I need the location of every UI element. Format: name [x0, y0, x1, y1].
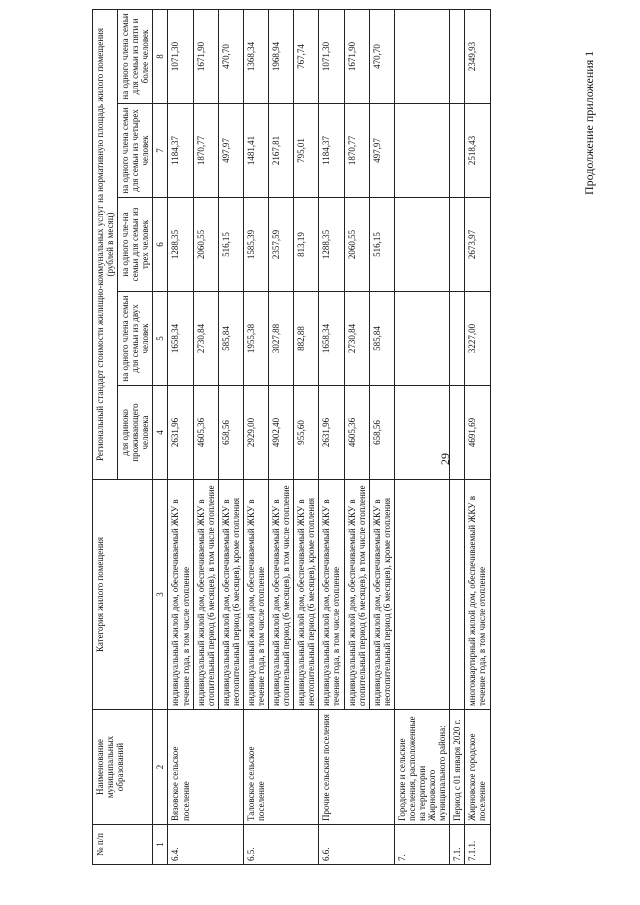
header-sub: на одного чле-на семьи для семьи из трех человек: [118, 198, 153, 292]
value-cell: 1955,38: [243, 292, 268, 386]
category-cell: индивидуальный жилой дом, обеспечиваемый ЖКУ в отопительный период (6 месяцев), в том числе отопление: [269, 480, 294, 710]
value-cell: 2631,96: [319, 386, 344, 480]
table-row: [243, 9, 268, 864]
value-cell: 2518,43: [465, 104, 490, 198]
municipality-name: Таловское сельское поселение: [243, 710, 318, 825]
value-cell: 2060,55: [344, 198, 369, 292]
header-sub: на одного члена семьи для семьи из пяти и более человек: [118, 9, 153, 103]
value-cell: 955,60: [294, 386, 319, 480]
col-number: 3: [153, 480, 168, 710]
row-number: 6.6.: [319, 825, 394, 865]
value-cell: 1870,77: [344, 104, 369, 198]
header-num: № п/п: [93, 825, 153, 865]
row-number: 6.4.: [168, 825, 243, 865]
period-name: Период с 01 января 2020 г.: [450, 710, 465, 825]
value-cell: 1184,37: [319, 104, 344, 198]
category-cell: индивидуальный жилой дом, обеспечиваемый ЖКУ в отопительный период (6 месяцев), в том числе отопление: [344, 480, 369, 710]
page-number: 29: [438, 453, 452, 465]
value-cell: 1288,35: [168, 198, 193, 292]
value-cell: 2357,59: [269, 198, 294, 292]
value-cell: 1071,30: [319, 9, 344, 103]
value-cell: 3027,88: [269, 292, 294, 386]
column-numbering-row: [153, 9, 168, 864]
row-number: 7.: [394, 825, 449, 865]
value-cell: 4691,69: [465, 386, 490, 480]
value-cell: 1585,39: [243, 198, 268, 292]
category-cell: индивидуальный жилой дом, обеспечиваемый ЖКУ в неотопительный период (6 месяцев), кроме отопления: [294, 480, 319, 710]
value-cell: 1288,35: [319, 198, 344, 292]
municipality-name: Вязовское сельское поселение: [168, 710, 243, 825]
col-number: 8: [153, 9, 168, 103]
category-cell: индивидуальный жилой дом, обеспечиваемый ЖКУ в отопительный период (6 месяцев), в том числе отопление: [193, 480, 218, 710]
value-cell: 470,70: [369, 9, 394, 103]
value-cell: 3227,00: [465, 292, 490, 386]
value-cell: 516,15: [218, 198, 243, 292]
value-cell: 813,19: [294, 198, 319, 292]
value-cell: 2167,81: [269, 104, 294, 198]
value-cell: 585,84: [369, 292, 394, 386]
value-cell: 4605,36: [193, 386, 218, 480]
appendix-label: Продолжение приложения 1: [582, 50, 596, 195]
category-cell: многоквартирный жилой дом, обеспечиваемый ЖКУ в течение года, в том числе отопление: [465, 480, 490, 710]
header-name: Наименование муниципальных образований: [93, 710, 153, 825]
header-sub: на одного члена семьи для семьи из двух человек: [118, 292, 153, 386]
value-cell: 1481,41: [243, 104, 268, 198]
row-number: 7.1.: [450, 825, 465, 865]
value-cell: 1368,34: [243, 9, 268, 103]
table-row: [319, 9, 344, 864]
standards-table: [92, 9, 491, 865]
category-cell: индивидуальный жилой дом, обеспечиваемый ЖКУ в неотопительный период (6 месяцев), кроме отопления: [369, 480, 394, 710]
value-cell: 1870,77: [193, 104, 218, 198]
table-row: [168, 9, 193, 864]
value-cell: 658,56: [218, 386, 243, 480]
value-cell: 1671,90: [344, 9, 369, 103]
header-standard: Региональный стандарт стоимости жилищно-коммунальных услуг на нормативную площадь жилого помещения (рублей в месяц): [93, 9, 118, 479]
value-cell: 658,56: [369, 386, 394, 480]
period-row: [450, 9, 465, 864]
category-cell: индивидуальный жилой дом, обеспечиваемый ЖКУ в течение года, в том числе отопление: [168, 480, 193, 710]
value-cell: 882,88: [294, 292, 319, 386]
value-cell: 4902,40: [269, 386, 294, 480]
col-number: 1: [153, 825, 168, 865]
category-cell: индивидуальный жилой дом, обеспечиваемый ЖКУ в течение года, в том числе отопление: [319, 480, 344, 710]
value-cell: 2730,84: [344, 292, 369, 386]
value-cell: 2349,93: [465, 9, 490, 103]
header-sub: для одиноко проживающего человека: [118, 386, 153, 480]
value-cell: 795,01: [294, 104, 319, 198]
value-cell: 585,84: [218, 292, 243, 386]
value-cell: 1184,37: [168, 104, 193, 198]
value-cell: 1658,34: [319, 292, 344, 386]
col-number: 4: [153, 386, 168, 480]
col-number: 6: [153, 198, 168, 292]
municipality-name: Прочие сельские поселения: [319, 710, 394, 825]
value-cell: 497,97: [218, 104, 243, 198]
value-cell: 2060,55: [193, 198, 218, 292]
col-number: 7: [153, 104, 168, 198]
col-number: 2: [153, 710, 168, 825]
value-cell: 497,97: [369, 104, 394, 198]
category-cell: индивидуальный жилой дом, обеспечиваемый ЖКУ в неотопительный период (6 месяцев), кроме отопления: [218, 480, 243, 710]
col-number: 5: [153, 292, 168, 386]
value-cell: 1968,94: [269, 9, 294, 103]
header-row: [93, 9, 118, 864]
header-sub: на одного члена семьи для семьи из четырех человек: [118, 104, 153, 198]
value-cell: 470,70: [218, 9, 243, 103]
header-category: Категория жилого помещения: [93, 480, 153, 710]
value-cell: 1658,34: [168, 292, 193, 386]
value-cell: 1071,30: [168, 9, 193, 103]
section-name: Городские и сельские поселения, расположенные на территории Жирновского муниципального района:: [394, 710, 449, 825]
section-row: [394, 9, 449, 864]
value-cell: 4605,36: [344, 386, 369, 480]
value-cell: 767,74: [294, 9, 319, 103]
row-number: 7.1.1.: [465, 825, 490, 865]
table-row: [465, 9, 490, 864]
value-cell: 516,15: [369, 198, 394, 292]
value-cell: 1671,90: [193, 9, 218, 103]
value-cell: 2673,97: [465, 198, 490, 292]
value-cell: 2929,00: [243, 386, 268, 480]
municipality-name: Жирновское городское поселение: [465, 710, 490, 825]
value-cell: 2631,96: [168, 386, 193, 480]
row-number: 6.5.: [243, 825, 318, 865]
category-cell: индивидуальный жилой дом, обеспечиваемый ЖКУ в течение года, в том числе отопление: [243, 480, 268, 710]
value-cell: 2730,84: [193, 292, 218, 386]
